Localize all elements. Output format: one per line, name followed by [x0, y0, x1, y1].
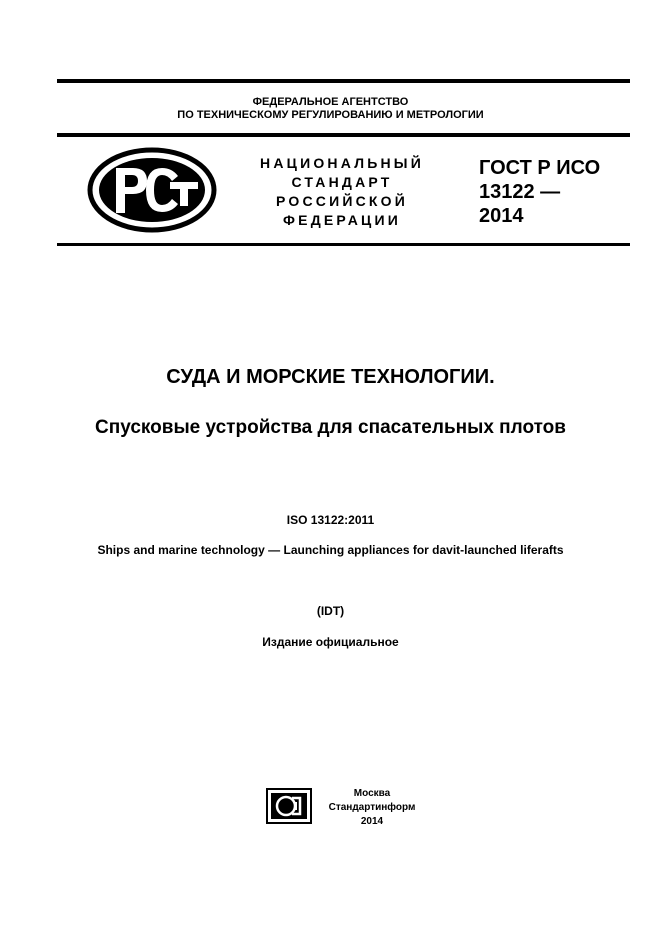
equivalence-mark: (IDT) — [316, 604, 345, 618]
national-line-2: СТАНДАРТ — [291, 174, 393, 190]
standartinform-logo-icon — [266, 788, 312, 824]
national-line-1: НАЦИОНАЛЬНЫЙ — [260, 155, 424, 171]
publisher-name: Стандартинформ — [328, 802, 416, 813]
iso-english-title: Ships and marine technology — Launching appliances for davit-launched liferafts — [97, 543, 564, 557]
banner-rule — [57, 243, 630, 246]
document-title: СУДА И МОРСКИЕ ТЕХНОЛОГИИ. — [166, 366, 495, 388]
code-line-1: ГОСТ Р ИСО — [479, 157, 601, 179]
publisher-city: Москва — [353, 788, 391, 799]
rst-logo-icon — [86, 146, 218, 234]
document-subtitle: Спусковые устройства для спасательных плотов — [95, 417, 566, 438]
standard-code — [479, 156, 600, 228]
edition-label: Издание официальное — [262, 635, 399, 649]
agency-line-2: ПО ТЕХНИЧЕСКОМУ РЕГУЛИРОВАНИЮ И МЕТРОЛОГИИ — [177, 109, 484, 121]
top-rule — [57, 79, 630, 83]
national-standard-label — [258, 154, 426, 230]
iso-number: ISO 13122:2011 — [286, 513, 375, 527]
header-rule — [57, 133, 630, 137]
code-line-3: 2014 — [479, 205, 524, 227]
national-line-3: РОССИЙСКОЙ — [276, 193, 408, 209]
code-line-2: 13122 — — [479, 181, 561, 203]
publisher-info — [322, 787, 422, 829]
publisher-year: 2014 — [360, 816, 384, 827]
national-line-4: ФЕДЕРАЦИИ — [283, 212, 401, 228]
agency-line-1: ФЕДЕРАЛЬНОЕ АГЕНТСТВО — [252, 96, 409, 108]
